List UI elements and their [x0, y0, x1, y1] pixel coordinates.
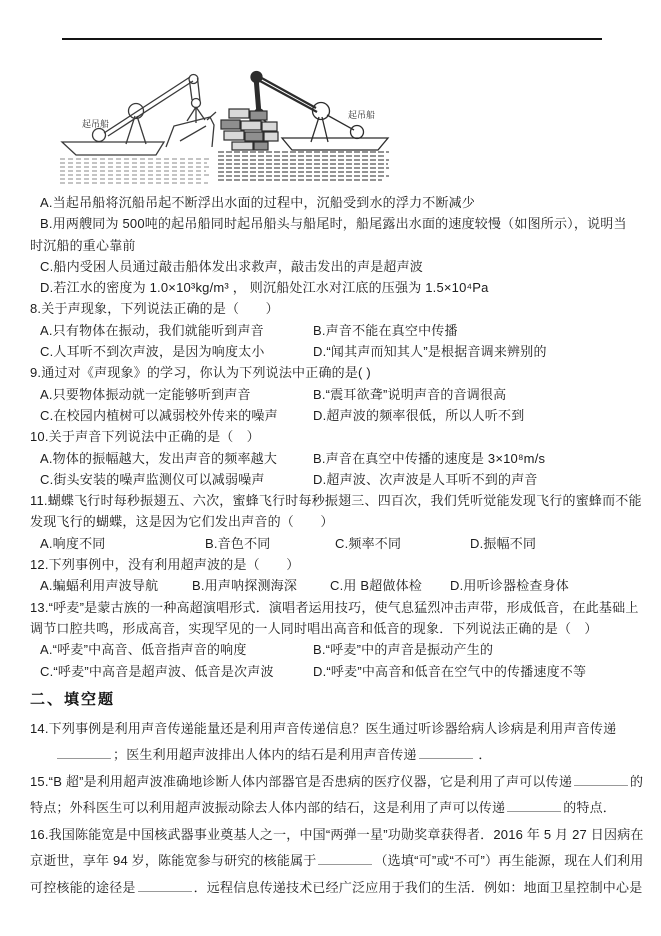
option-10-d: D.超声波、次声波是人耳听不到的声音 [313, 471, 538, 487]
option-10-c: C.街头安装的噪声监测仪可以减弱噪声 [40, 471, 265, 487]
blank-underline [138, 878, 192, 892]
option-8-a: A.只有物体在振动，我们就能听到声音 [40, 322, 264, 338]
exam-body [30, 192, 644, 901]
question-9-options-row1 [30, 384, 644, 405]
option-9-b: B.“震耳欲聋”说明声音的音调很高 [313, 386, 507, 402]
question-13-options-row1 [30, 639, 644, 660]
question-15-line1: 15.“B 超”是利用超声波准确地诊断人体内部器官是否患病的医疗仪器，它是利用了声可以传递 的 [30, 773, 644, 789]
question-16-line1: 16.我国陈能宽是中国核武器事业奠基人之一，中国“两弹一星”功勋奖章获得者．2016 年 5 月 27 日因病在 [30, 826, 644, 842]
left-ship-label: 起吊船 [82, 119, 110, 129]
option-8-c: C.人耳听不到次声波，是因为响度太小 [40, 344, 265, 360]
question-12-stem: 12.下列事例中，没有利用超声波的是（ ） [30, 557, 300, 573]
option-13-a: A.“呼麦”中高音、低音指声音的响度 [40, 642, 247, 658]
question-11-options-row [30, 533, 644, 554]
question-8-options-row2 [30, 341, 644, 362]
option-8-b: B.声音不能在真空中传播 [313, 322, 458, 338]
right-ship-label: 起吊船 [348, 110, 376, 120]
option-12-d: D.用听诊器检查身体 [450, 578, 570, 594]
option-11-a: A.响度不同 [40, 535, 106, 551]
option-13-c: C.“呼麦”中高音是超声波、低音是次声波 [40, 663, 274, 679]
question-8-stem: 8.关于声现象，下列说法正确的是（ ） [30, 301, 279, 317]
question-10-stem: 10.关于声音下列说法中正确的是（ ） [30, 429, 260, 445]
question-9-options-row2 [30, 405, 644, 426]
fill-in-section [30, 716, 644, 902]
question-13-stem-cont: 调节口腔共鸣，形成高音，实现罕见的一人同时唱出高音和低音的现象．下列说法正确的是（ ） [30, 620, 598, 636]
question-11-stem: 11.蝴蝶飞行时每秒振翅五、六次，蜜蜂飞行时每秒振翅三、四百次，我们凭听觉能发现飞行的蜜蜂而不能 [30, 493, 642, 509]
water-lines-right [218, 152, 389, 180]
question-8-options-row1 [30, 320, 644, 341]
option-12-a: A.蝙蝠利用声波导航 [40, 578, 159, 594]
option-11-d: D.振幅不同 [470, 535, 537, 551]
option-9-c: C.在校园内植树可以减弱校外传来的噪声 [40, 407, 278, 423]
option-13-b: B.“呼麦”中的声音是振动产生的 [313, 642, 494, 658]
crane-ships-figure [60, 64, 390, 186]
blank-underline [419, 745, 473, 759]
option-12-c: C.用 B超做体检 [330, 578, 423, 594]
blank-underline [574, 772, 628, 786]
option-8-d: D.“闻其声而知其人”是根据音调来辨别的 [313, 344, 547, 360]
cargo-blocks [221, 109, 278, 150]
option-7-b-cont: 时沉船的重心靠前 [30, 237, 136, 253]
blank-underline [507, 798, 561, 812]
question-13-options-row2 [30, 661, 644, 682]
question-11-stem-cont: 发现飞行的蝴蝶，这是因为它们发出声音的（ ） [30, 514, 334, 530]
question-16-line3: 可控核能的途径是 ．远程信息传递技术已经广泛应用于我们的生活．例如：地面卫星控制中心是 [30, 879, 643, 895]
water-lines-left [60, 159, 211, 183]
option-10-b: B.声音在真空中传播的速度是 3×10⁸m/s [313, 450, 546, 466]
option-7-d: D.若江水的密度为 1.0×10³kg/m³ ， 则沉船处江水对江底的压强为 1.5×10⁴Pa [40, 280, 489, 296]
question-15-line2: 特点；外科医生可以利用超声波振动除去人体内部的结石，这是利用了声可以传递 的特点． [30, 800, 617, 816]
option-12-b: B.用声呐探测海深 [192, 578, 298, 594]
question-10-options-row1 [30, 448, 644, 469]
question-14-line2: ；医生利用超声波排出人体内的结石是利用声音传递 ． [30, 742, 644, 769]
question-13-stem: 13.“呼麦”是蒙古族的一种高超演唱形式．演唱者运用技巧，使气息猛烈冲击声带，形成低音，在此基础上 [30, 599, 639, 615]
section-2-heading: 二、填空题 [30, 690, 116, 708]
option-7-c: C.船内受困人员通过敲击船体发出求救声，敲击发出的声是超声波 [40, 258, 424, 274]
option-11-b: B.音色不同 [205, 535, 271, 551]
header-rule [62, 38, 602, 40]
option-7-a: A.当起吊船将沉船吊起不断浮出水面的过程中，沉船受到水的浮力不断减少 [40, 195, 476, 210]
option-9-a: A.只要物体振动就一定能够听到声音 [40, 386, 251, 402]
blank-underline [57, 745, 111, 759]
question-12-options-row [30, 575, 644, 596]
question-14-line1: 14.下列事例是利用声音传递能量还是利用声音传递信息？医生通过听诊器给病人诊病是利用声音传递 [30, 720, 617, 736]
question-10-options-row2 [30, 469, 644, 490]
blank-underline [318, 851, 372, 865]
question-16-line2: 京逝世，享年 94 岁，陈能宽参与研究的核能属于 （选填“可”或“不可”）再生能源，现在人们利用 [30, 853, 644, 869]
option-9-d: D.超声波的频率很低，所以人听不到 [313, 407, 525, 423]
option-10-a: A.物体的振幅越大，发出声音的频率越大 [40, 450, 278, 466]
option-11-c: C.频率不同 [335, 535, 402, 551]
left-crane-ship [62, 75, 216, 156]
question-9-stem: 9.通过对《声现象》的学习，你认为下列说法中正确的是( ) [30, 365, 371, 381]
option-7-b: B.用两艘同为 500吨的起吊船同时起吊船头与船尾时，船尾露出水面的速度较慢（如图所示），说明当 [40, 216, 627, 232]
option-13-d: D.“呼麦”中高音和低音在空气中的传播速度不等 [313, 663, 587, 679]
